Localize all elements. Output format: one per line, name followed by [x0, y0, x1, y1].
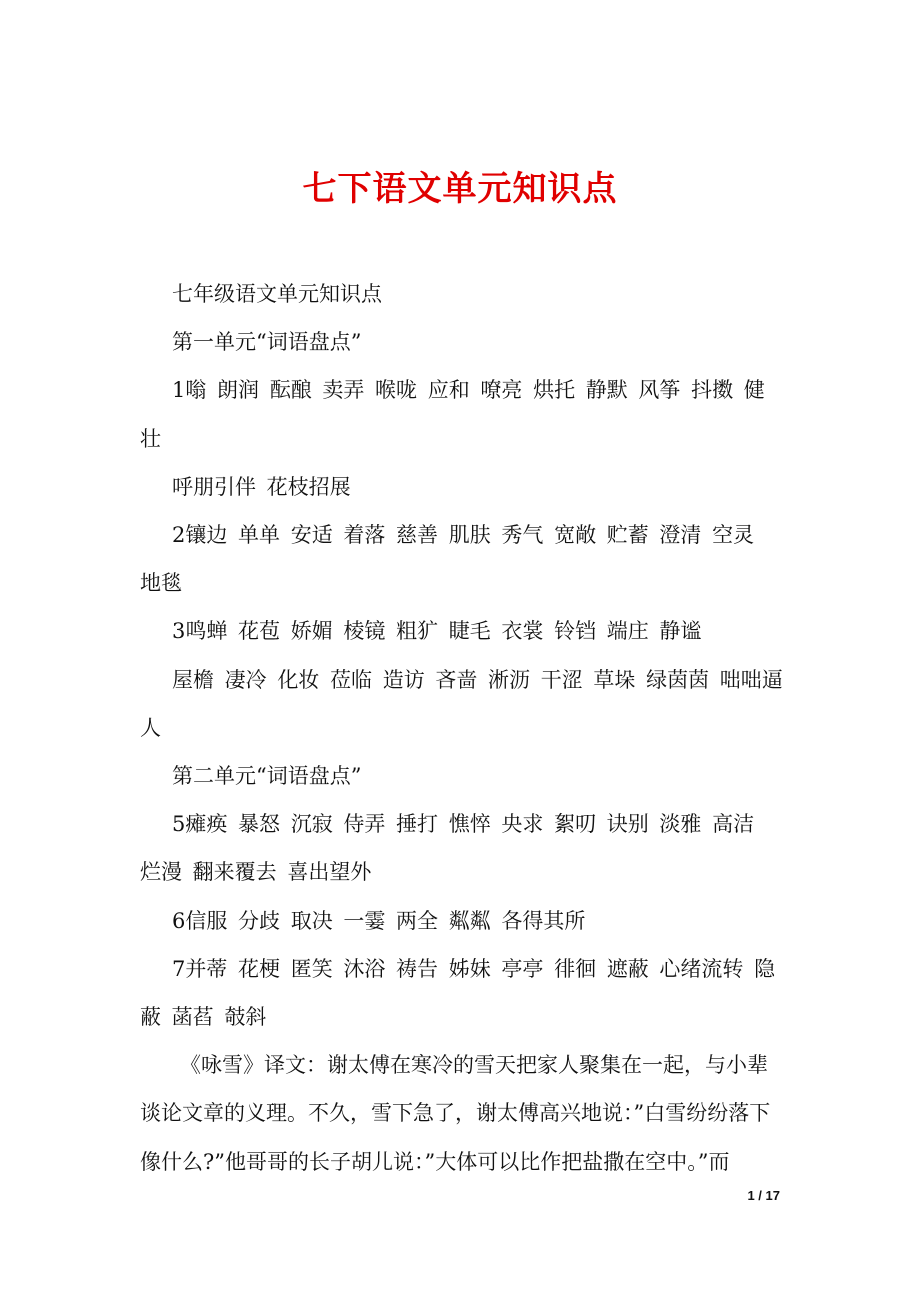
page-number: 1 / 17: [747, 1188, 780, 1203]
unit-two-heading: 第二单元“词语盘点”: [172, 764, 362, 789]
word-list-7: 7并蒂 花梗 匿笑 沐浴 祷告 姊妹 亭亭 徘徊 遮蔽 心绪流转 隐蔽 菡萏 攲斜: [140, 956, 776, 1030]
document-body: [140, 270, 784, 1186]
word-list-6: 6信服 分歧 取决 一霎 两全 粼粼 各得其所: [172, 908, 586, 933]
word-list-4: 屋檐 凄冷 化妆 莅临 造访 吝啬 淅沥 干涩 草垛 绿茵茵 咄咄逼人: [140, 667, 783, 740]
unit-one-heading: 第一单元“词语盘点”: [172, 330, 362, 355]
paragraph-heading: 七年级语文单元知识点: [172, 282, 382, 306]
word-list-1-idioms: 呼朋引伴 花枝招展: [172, 474, 351, 499]
word-list-5: 5瘫痪 暴怒 沉寂 侍弄 捶打 憔悴 央求 絮叨 诀别 淡雅 高洁 烂漫 翻来覆去 喜出望外: [140, 812, 755, 885]
word-list-3: 3鸣蝉 花苞 娇媚 棱镜 粗犷 睫毛 衣裳 铃铛 端庄 静谧: [172, 619, 702, 644]
page-title: 七下语文单元知识点: [302, 168, 618, 209]
word-list-2: 2镶边 单单 安适 着落 慈善 肌肤 秀气 宽敞 贮蓄 澄清 空灵 地毯: [140, 523, 755, 596]
translation-paragraph: 《咏雪》译文：谢太傅在寒冷的雪天把家人聚集在一起，与小辈谈论文章的义理。不久，雪下急了，谢太傅高兴地说：”白雪纷纷落下像什么?”他哥哥的长子胡儿说：”大体可以比作把盐撒在空中。”而: [140, 1053, 771, 1174]
word-list-1: 1嗡 朗润 酝酿 卖弄 喉咙 应和 嘹亮 烘托 静默 风筝 抖擞 健壮: [140, 378, 765, 451]
